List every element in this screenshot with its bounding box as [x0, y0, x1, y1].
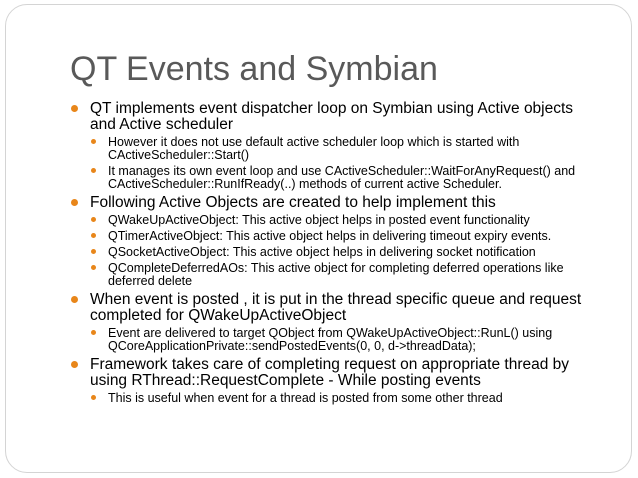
bullet-dot-icon: [91, 168, 96, 173]
sub-bullet-text: This is useful when event for a thread is posted from some other thread: [108, 391, 503, 405]
sub-bullet-item: [70, 165, 600, 191]
bullet-dot-icon: [91, 139, 96, 144]
sub-bullet-text: QCompleteDeferredAOs: This active object for completing deferred operations like deferred delete: [108, 261, 564, 288]
bullet-dot-icon: [91, 233, 96, 238]
sub-bullet-text: It manages its own event loop and use CActiveScheduler::WaitForAnyRequest() and CActiveScheduler::RunIfReady(..) methods of current active Scheduler.: [108, 164, 576, 191]
sub-bullet-item: [70, 246, 600, 259]
bullet-text: Framework takes care of completing request on appropriate thread by using RThread::RequestComplete - While posting events: [90, 356, 570, 389]
sub-bullet-text: Event are delivered to target QObject from QWakeUpActiveObject::RunL() using QCoreApplicationPrivate::sendPostedEvents(0, 0, d->threadData);: [108, 326, 553, 353]
slide-title: QT Events and Symbian: [70, 50, 438, 88]
sub-bullet-item: [70, 136, 600, 162]
bullet-dot-icon: [71, 105, 78, 112]
bullet-text: Following Active Objects are created to help implement this: [90, 194, 496, 211]
bullet-dot-icon: [91, 249, 96, 254]
sub-bullet-text: QSocketActiveObject: This active object helps in delivering socket notification: [108, 245, 536, 259]
bullet-dot-icon: [91, 265, 96, 270]
sub-bullet-item: [70, 214, 600, 227]
sub-bullet-item: [70, 392, 600, 405]
bullet-item: [70, 195, 600, 211]
sub-bullet-item: [70, 262, 600, 288]
bullet-dot-icon: [91, 330, 96, 335]
bullet-dot-icon: [71, 361, 78, 368]
bullet-dot-icon: [71, 199, 78, 206]
bullet-item: [70, 357, 600, 389]
bullet-item: [70, 292, 600, 324]
bullet-dot-icon: [91, 217, 96, 222]
sub-bullet-item: [70, 230, 600, 243]
bullet-item: [70, 101, 600, 133]
sub-bullet-text: QWakeUpActiveObject: This active object helps in posted event functionality: [108, 213, 530, 227]
bullet-text: When event is posted , it is put in the thread specific queue and request completed for QWakeUpActiveObject: [90, 291, 582, 324]
bullet-dot-icon: [71, 296, 78, 303]
sub-bullet-text: QTimerActiveObject: This active object helps in delivering timeout expiry events.: [108, 229, 552, 243]
sub-bullet-text: However it does not use default active scheduler loop which is started with CActiveScheduler::Start(): [108, 135, 520, 162]
bullet-text: QT implements event dispatcher loop on Symbian using Active objects and Active scheduler: [90, 100, 574, 133]
sub-bullet-item: [70, 327, 600, 353]
bullet-list: [70, 101, 600, 405]
bullet-dot-icon: [91, 395, 96, 400]
